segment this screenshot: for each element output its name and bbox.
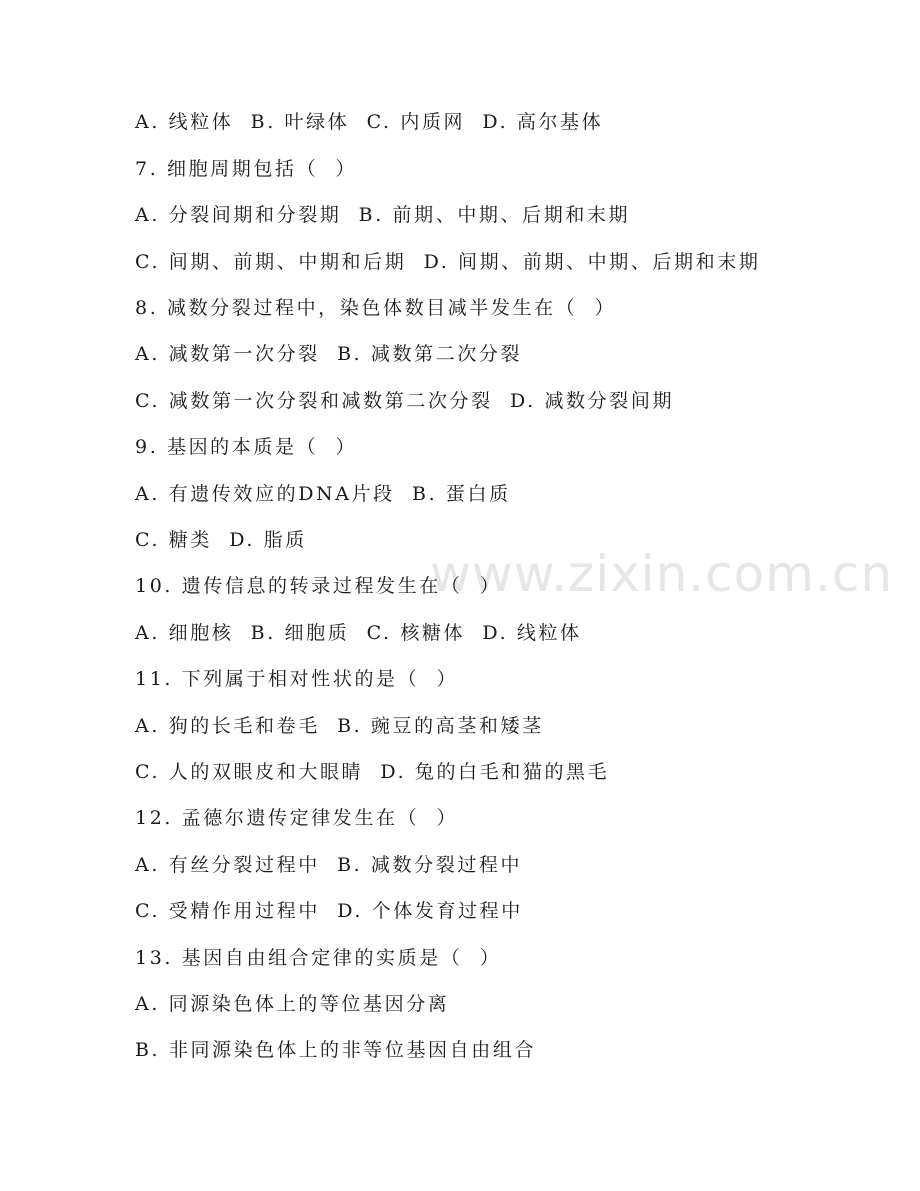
option-line-q7-ab: A. 分裂间期和分裂期 B. 前期、中期、后期和末期 [135, 204, 631, 226]
option-line-q13-b: B. 非同源染色体上的非等位基因自由组合 [135, 1039, 537, 1061]
option-line-q11-ab: A. 狗的长毛和卷毛 B. 豌豆的高茎和矮茎 [135, 715, 544, 737]
watermark: www.zixin.com.cn [430, 545, 894, 603]
option-line-q13-a: A. 同源染色体上的等位基因分离 [135, 993, 450, 1015]
question-9: 9. 基因的本质是（ ） [135, 436, 358, 458]
option-line-q10: A. 细胞核 B. 细胞质 C. 核糖体 D. 线粒体 [135, 622, 582, 644]
question-12: 12. 孟德尔遗传定律发生在（ ） [135, 807, 459, 829]
question-8: 8. 减数分裂过程中，染色体数目减半发生在（ ） [135, 297, 617, 319]
question-7: 7. 细胞周期包括（ ） [135, 158, 358, 180]
question-13: 13. 基因自由组合定律的实质是（ ） [135, 947, 502, 969]
option-line-q8-ab: A. 减数第一次分裂 B. 减数第二次分裂 [135, 343, 523, 365]
option-line-q12-ab: A. 有丝分裂过程中 B. 减数分裂过程中 [135, 854, 523, 876]
question-10: 10. 遗传信息的转录过程发生在（ ） [135, 575, 502, 597]
option-line-q7-cd: C. 间期、前期、中期和后期 D. 间期、前期、中期、后期和末期 [135, 251, 761, 273]
option-line-q12-cd: C. 受精作用过程中 D. 个体发育过程中 [135, 900, 523, 922]
option-line-q9-cd: C. 糖类 D. 脂质 [135, 529, 307, 551]
option-line-q6: A. 线粒体 B. 叶绿体 C. 内质网 D. 高尔基体 [135, 111, 604, 133]
option-line-q9-ab: A. 有遗传效应的DNA片段 B. 蛋白质 [135, 483, 511, 505]
option-line-q8-cd: C. 减数第一次分裂和减数第二次分裂 D. 减数分裂间期 [135, 390, 675, 412]
question-11: 11. 下列属于相对性状的是（ ） [135, 668, 459, 690]
option-line-q11-cd: C. 人的双眼皮和大眼睛 D. 兔的白毛和猫的黑毛 [135, 761, 610, 783]
